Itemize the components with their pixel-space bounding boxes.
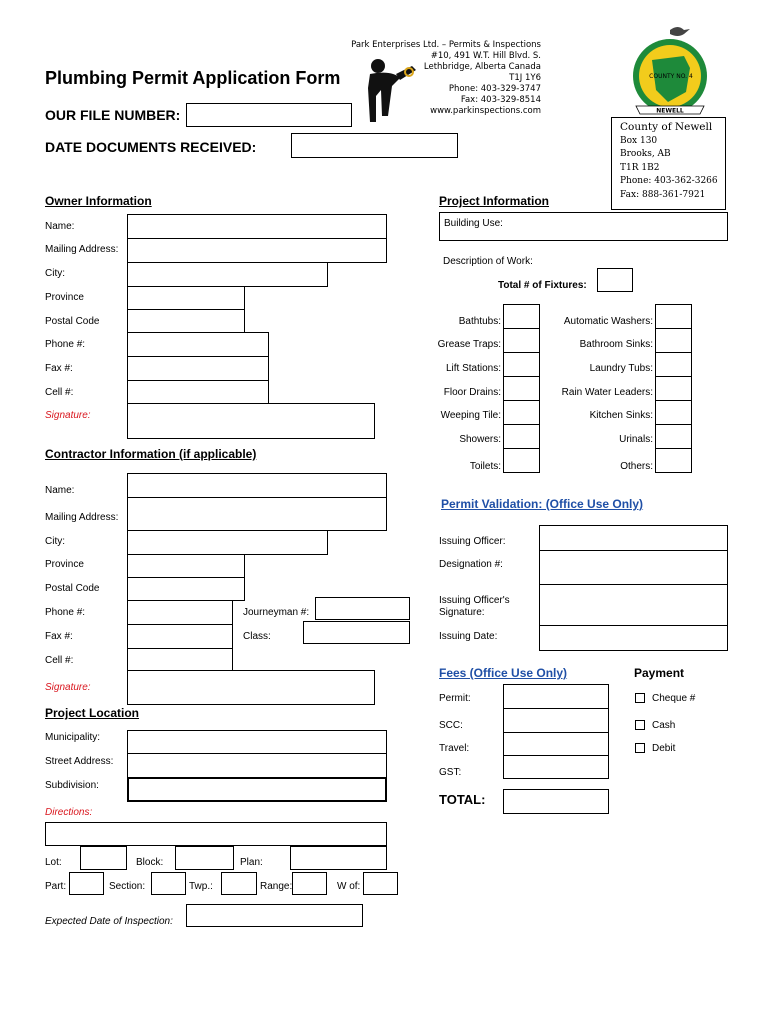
county-logo-ribbon: NEWELL: [656, 107, 684, 115]
plan-input[interactable]: [290, 846, 387, 870]
fixture-showers-label: Showers:: [459, 434, 501, 445]
owner-cell-input[interactable]: [127, 380, 269, 404]
contractor-mailing-label: Mailing Address:: [45, 512, 119, 523]
contractor-fax-input[interactable]: [127, 624, 233, 649]
owner-mailing-input[interactable]: [127, 238, 387, 263]
contractor-signature-label: Signature:: [45, 682, 91, 693]
contractor-province-input[interactable]: [127, 554, 245, 578]
directions-label: Directions:: [45, 807, 93, 818]
fee-permit-label: Permit:: [439, 693, 471, 704]
designation-input[interactable]: [539, 550, 728, 585]
plan-label: Plan:: [240, 857, 263, 868]
fixture-automatic-washers-input[interactable]: [655, 304, 692, 329]
fixture-kitchen-sinks-input[interactable]: [655, 400, 692, 425]
fee-travel-input[interactable]: [503, 732, 609, 756]
contractor-name-label: Name:: [45, 485, 75, 496]
fixture-bathtubs-input[interactable]: [503, 304, 540, 329]
designation-label: Designation #:: [439, 559, 503, 570]
owner-name-label: Name:: [45, 221, 75, 232]
county-contact-box: County of Newell Box 130 Brooks, AB T1R 1B2 Phone: 403-362-3266 Fax: 888-361-7921: [611, 117, 726, 210]
owner-heading: Owner Information: [45, 194, 152, 208]
fixture-laundry-tubs-input[interactable]: [655, 352, 692, 377]
contractor-name-input[interactable]: [127, 473, 387, 498]
fixture-others-label: Others:: [620, 461, 653, 472]
twp-label: Twp.:: [189, 881, 213, 892]
contractor-heading: Contractor Information (if applicable): [45, 447, 257, 461]
company-address: Park Enterprises Ltd. – Permits & Inspections #10, 491 W.T. Hill Blvd. S. Lethbridge, Alberta Canada T1J 1Y6 Phone: 403-329-3747 Fax: 403-329-8514 www.parkinspections.com: [351, 40, 541, 116]
fixture-grease-traps-input[interactable]: [503, 328, 540, 353]
issuing-officer-input[interactable]: [539, 525, 728, 551]
fixture-rain-water-leaders-label: Rain Water Leaders:: [561, 387, 653, 398]
owner-phone-input[interactable]: [127, 332, 269, 357]
class-label: Class:: [243, 631, 271, 642]
part-input[interactable]: [69, 872, 104, 895]
fixture-showers-input[interactable]: [503, 424, 540, 449]
owner-signature-input[interactable]: [127, 403, 375, 439]
date-received-label: DATE DOCUMENTS RECEIVED:: [45, 139, 257, 155]
payment-heading: Payment: [634, 666, 685, 680]
owner-cell-label: Cell #:: [45, 387, 74, 398]
municipality-label: Municipality:: [45, 732, 101, 743]
fee-scc-label: SCC:: [439, 720, 463, 731]
section-input[interactable]: [151, 872, 186, 895]
contractor-cell-label: Cell #:: [45, 655, 74, 666]
location-heading: Project Location: [45, 706, 140, 720]
validation-heading: Permit Validation: (Office Use Only): [441, 497, 644, 511]
page-title: Plumbing Permit Application Form: [45, 68, 341, 88]
municipality-input[interactable]: [127, 730, 387, 754]
street-input[interactable]: [127, 753, 387, 778]
fixture-rain-water-leaders-input[interactable]: [655, 376, 692, 401]
payment-cheque-checkbox[interactable]: [635, 693, 645, 703]
total-fixtures-label: Total # of Fixtures:: [498, 280, 587, 291]
contractor-province-label: Province: [45, 559, 84, 570]
issuing-date-input[interactable]: [539, 625, 728, 651]
contractor-city-input[interactable]: [127, 530, 328, 555]
part-label: Part:: [45, 881, 67, 892]
subdivision-input[interactable]: [127, 777, 387, 802]
fixture-laundry-tubs-label: Laundry Tubs:: [589, 363, 653, 374]
owner-fax-input[interactable]: [127, 356, 269, 381]
fixture-floor-drains-label: Floor Drains:: [443, 387, 501, 398]
contractor-cell-input[interactable]: [127, 648, 233, 671]
subdivision-label: Subdivision:: [45, 780, 99, 791]
issuing-date-label: Issuing Date:: [439, 631, 498, 642]
twp-input[interactable]: [221, 872, 257, 895]
owner-name-input[interactable]: [127, 214, 387, 239]
range-input[interactable]: [292, 872, 327, 895]
county-logo-text: COUNTY NO. 4: [649, 73, 693, 80]
lot-label: Lot:: [45, 857, 62, 868]
fixture-bathroom-sinks-label: Bathroom Sinks:: [579, 339, 653, 350]
owner-postal-label: Postal Code: [45, 316, 100, 327]
officer-signature-input[interactable]: [539, 584, 728, 626]
payment-debit-checkbox[interactable]: [635, 743, 645, 753]
payment-cash-label: Cash: [652, 720, 676, 731]
fixture-bathtubs-label: Bathtubs:: [458, 316, 501, 327]
owner-signature-label: Signature:: [45, 410, 91, 421]
street-label: Street Address:: [45, 756, 114, 767]
fixture-lift-stations-input[interactable]: [503, 352, 540, 377]
file-number-label: OUR FILE NUMBER:: [45, 107, 181, 123]
building-use-label: Building Use:: [444, 218, 503, 229]
fee-gst-input[interactable]: [503, 755, 609, 779]
officer-signature-label: Issuing Officer's Signature:: [439, 595, 510, 618]
date-received-input[interactable]: [291, 133, 458, 158]
owner-mailing-label: Mailing Address:: [45, 244, 119, 255]
owner-province-input[interactable]: [127, 286, 245, 310]
w-of-input[interactable]: [363, 872, 398, 895]
contractor-postal-input[interactable]: [127, 577, 245, 601]
section-label: Section:: [109, 881, 146, 892]
owner-city-input[interactable]: [127, 262, 328, 287]
fee-total-label: TOTAL:: [439, 792, 486, 807]
contractor-phone-input[interactable]: [127, 600, 233, 625]
fixture-kitchen-sinks-label: Kitchen Sinks:: [589, 410, 653, 421]
owner-city-label: City:: [45, 268, 65, 279]
contractor-fax-label: Fax #:: [45, 631, 73, 642]
payment-debit-label: Debit: [652, 743, 676, 754]
fixture-weeping-tile-label: Weeping Tile:: [440, 410, 501, 421]
w-of-label: W of:: [337, 881, 361, 892]
fixture-others-input[interactable]: [655, 448, 692, 473]
fixture-floor-drains-input[interactable]: [503, 376, 540, 401]
county-logo: [628, 20, 708, 118]
file-number-input[interactable]: [186, 103, 352, 127]
payment-cash-checkbox[interactable]: [635, 720, 645, 730]
total-fixtures-input[interactable]: [597, 268, 633, 292]
fee-total-input[interactable]: [503, 789, 609, 814]
owner-province-label: Province: [45, 292, 84, 303]
payment-cheque-label: Cheque #: [652, 693, 696, 704]
fees-heading: Fees (Office Use Only): [439, 666, 568, 680]
journeyman-label: Journeyman #:: [243, 607, 310, 618]
issuing-officer-label: Issuing Officer:: [439, 536, 506, 547]
lot-input[interactable]: [80, 846, 127, 870]
block-input[interactable]: [175, 846, 234, 870]
fee-permit-input[interactable]: [503, 684, 609, 709]
contractor-postal-label: Postal Code: [45, 583, 100, 594]
fixture-toilets-input[interactable]: [503, 448, 540, 473]
fee-travel-label: Travel:: [439, 743, 470, 754]
description-label: Description of Work:: [443, 256, 533, 267]
fixture-urinals-input[interactable]: [655, 424, 692, 449]
inspection-date-input[interactable]: [186, 904, 363, 927]
contractor-mailing-input[interactable]: [127, 497, 387, 531]
class-input[interactable]: [303, 621, 410, 644]
fee-scc-input[interactable]: [503, 708, 609, 733]
range-label: Range:: [260, 881, 293, 892]
fixture-grease-traps-label: Grease Traps:: [437, 339, 501, 350]
owner-postal-input[interactable]: [127, 309, 245, 333]
contractor-phone-label: Phone #:: [45, 607, 86, 618]
contractor-city-label: City:: [45, 536, 65, 547]
journeyman-input[interactable]: [315, 597, 410, 620]
fixture-automatic-washers-label: Automatic Washers:: [563, 316, 653, 327]
fixture-lift-stations-label: Lift Stations:: [445, 363, 501, 374]
contractor-signature-input[interactable]: [127, 670, 375, 705]
block-label: Block:: [136, 857, 164, 868]
owner-phone-label: Phone #:: [45, 339, 86, 350]
owner-fax-label: Fax #:: [45, 363, 73, 374]
inspection-date-label: Expected Date of Inspection:: [45, 916, 173, 927]
fixture-urinals-label: Urinals:: [619, 434, 653, 445]
fixture-toilets-label: Toilets:: [469, 461, 501, 472]
fee-gst-label: GST:: [439, 767, 462, 778]
fixture-bathroom-sinks-input[interactable]: [655, 328, 692, 353]
project-heading: Project Information: [439, 194, 550, 208]
fixture-weeping-tile-input[interactable]: [503, 400, 540, 425]
directions-input[interactable]: [45, 822, 387, 846]
